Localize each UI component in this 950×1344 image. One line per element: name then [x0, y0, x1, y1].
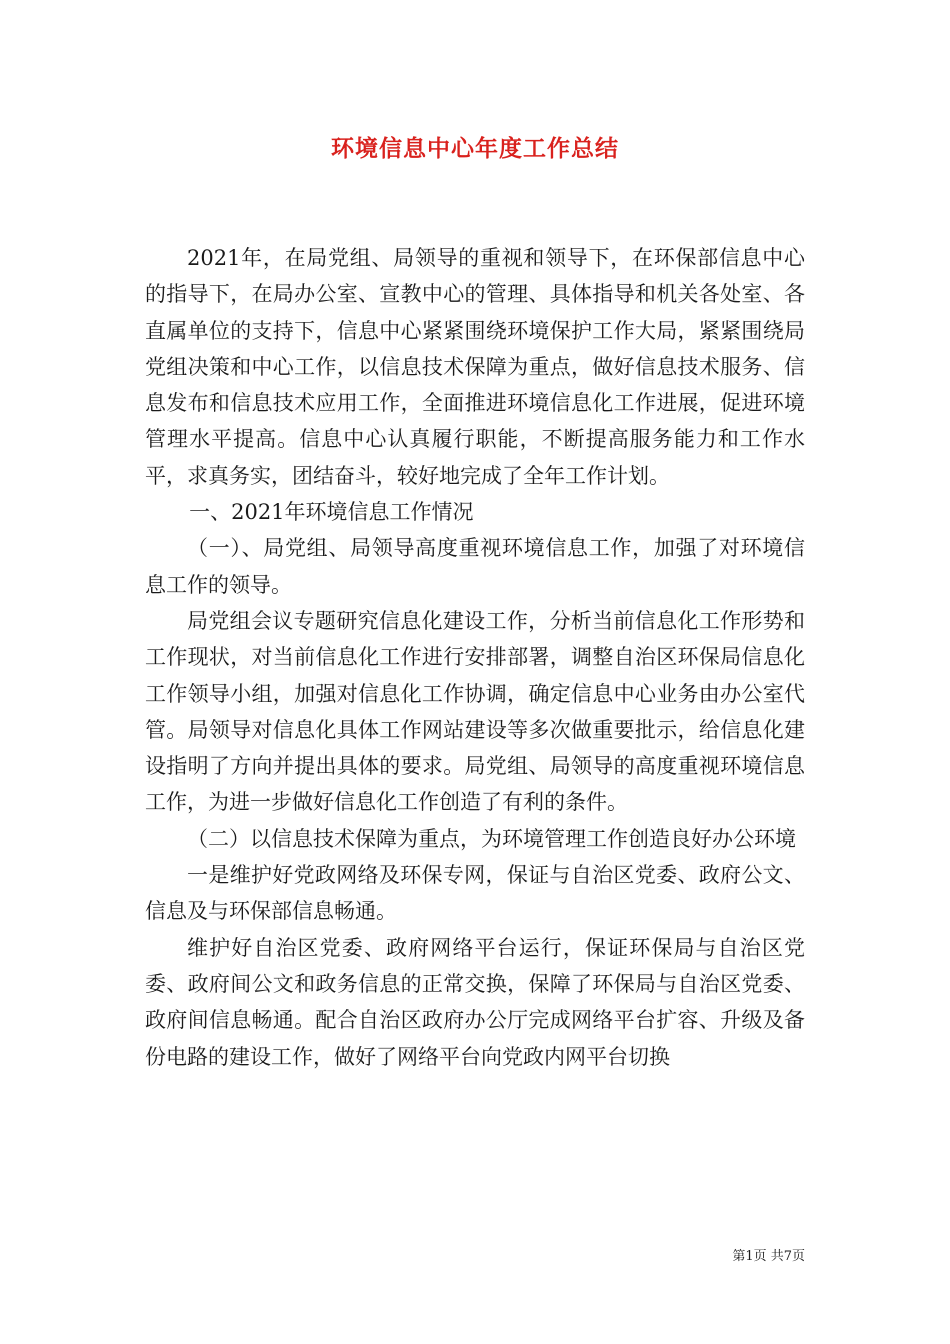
- paragraph-network-point: 一是维护好党政网络及环保专网，保证与自治区党委、政府公文、信息及与环保部信息畅通。: [145, 863, 805, 924]
- document-body: [145, 240, 805, 1075]
- paragraph-intro: 2021年，在局党组、局领导的重视和领导下，在环保部信息中心的指导下，在局办公室、宣教中心的管理、具体指导和机关各处室、各直属单位的支持下，信息中心紧紧围绕环境保护工作大局，紧紧围绕局党组决策和中心工作，以信息技术保障为重点，做好信息技术服务、信息发布和信息技术应用工作，全面推进环境信息化工作进展，促进环境管理水平提高。信息中心认真履行职能，不断提高服务能力和工作水平，求真务实，团结奋斗，较好地完成了全年工作计划。: [145, 246, 805, 488]
- subsection-heading-2: （二）以信息技术保障为重点，为环境管理工作创造良好办公环境: [187, 826, 796, 851]
- document-title: 环境信息中心年度工作总结: [331, 135, 619, 162]
- subsection-heading-1: （一）、局党组、局领导高度重视环境信息工作，加强了对环境信息工作的领导。: [145, 536, 805, 597]
- page-number: 第1页 共7页: [732, 1249, 805, 1264]
- paragraph-leadership: 局党组会议专题研究信息化建设工作，分析当前信息化工作形势和工作现状，对当前信息化工作进行安排部署，调整自治区环保局信息化工作领导小组，加强对信息化工作协调，确定信息中心业务由办公室代管。局领导对信息化具体工作网站建设等多次做重要批示，给信息化建设指明了方向并提出具体的要求。局党组、局领导的高度重视环境信息工作，为进一步做好信息化工作创造了有利的条件。: [145, 608, 805, 815]
- paragraph-network-detail: 维护好自治区党委、政府网络平台运行，保证环保局与自治区党委、政府间公文和政务信息的正常交换，保障了环保局与自治区党委、政府间信息畅通。配合自治区政府办公厅完成网络平台扩容、升级及备份电路的建设工作，做好了网络平台向党政内网平台切换: [145, 935, 805, 1069]
- section-heading-1: 一、2021年环境信息工作情况: [189, 500, 474, 525]
